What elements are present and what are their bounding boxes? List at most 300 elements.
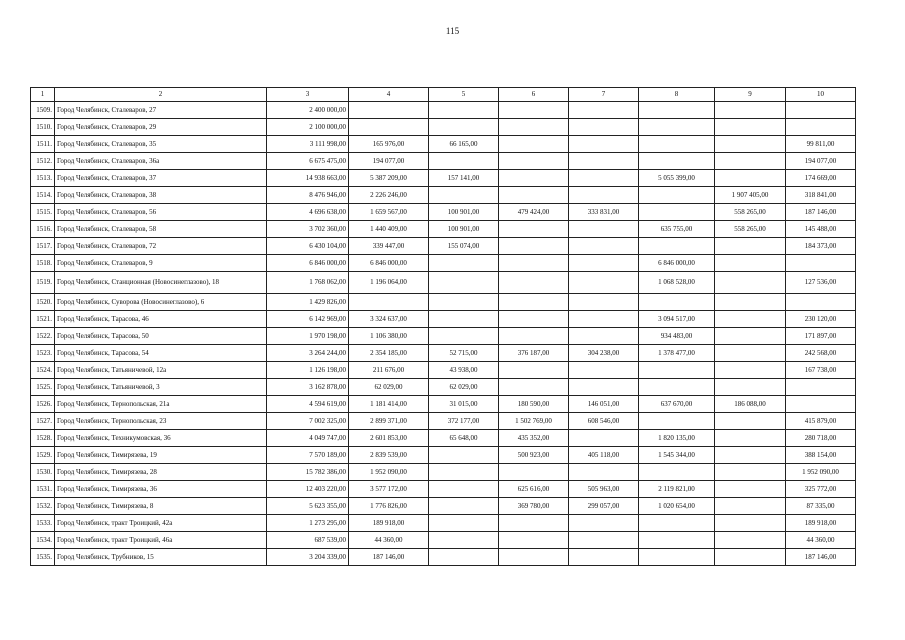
col6-cell [499,549,569,566]
table-row [31,481,856,498]
col4-cell [349,294,429,311]
total-cell: 3 111 998,00 [267,136,349,153]
col10-cell: 127 536,00 [786,272,856,294]
col10-cell: 230 120,00 [786,311,856,328]
column-header-10: 10 [786,88,856,102]
col9-cell [715,515,786,532]
col4-cell: 339 447,00 [349,238,429,255]
col7-cell: 333 831,00 [569,204,639,221]
col8-cell: 635 755,00 [639,221,715,238]
address-cell: Город Челябинск, Тернопольская, 23 [55,413,267,430]
table-row [31,153,856,170]
col6-cell [499,311,569,328]
col10-cell: 87 335,00 [786,498,856,515]
col5-cell [429,255,499,272]
address-cell: Город Челябинск, Сталеваров, 56 [55,204,267,221]
address-cell: Город Челябинск, Суворова (Новосинеглазово), 6 [55,294,267,311]
col7-cell [569,238,639,255]
col10-cell [786,255,856,272]
col7-cell [569,532,639,549]
col4-cell: 1 106 380,00 [349,328,429,345]
col5-cell [429,498,499,515]
col6-cell [499,379,569,396]
table-row [31,238,856,255]
col9-cell [715,311,786,328]
col9-cell: 558 265,00 [715,221,786,238]
row-number: 1519. [31,272,55,294]
row-number: 1512. [31,153,55,170]
col9-cell [715,170,786,187]
table-row [31,464,856,481]
col5-cell [429,102,499,119]
address-cell: Город Челябинск, Сталеваров, 9 [55,255,267,272]
col6-cell: 479 424,00 [499,204,569,221]
col6-cell [499,187,569,204]
col5-cell [429,311,499,328]
col5-cell [429,464,499,481]
col4-cell: 2 354 185,00 [349,345,429,362]
col8-cell: 1 378 477,00 [639,345,715,362]
row-number: 1516. [31,221,55,238]
total-cell: 6 846 000,00 [267,255,349,272]
table-row [31,396,856,413]
total-cell: 14 938 663,00 [267,170,349,187]
col4-cell: 165 976,00 [349,136,429,153]
col7-cell: 304 238,00 [569,345,639,362]
table-row [31,204,856,221]
col8-cell: 5 055 399,00 [639,170,715,187]
address-cell: Город Челябинск, Тарасова, 54 [55,345,267,362]
address-cell: Город Челябинск, Сталеваров, 37 [55,170,267,187]
col9-cell [715,413,786,430]
total-cell: 3 264 244,00 [267,345,349,362]
col6-cell [499,464,569,481]
col7-cell [569,119,639,136]
column-header-4: 4 [349,88,429,102]
row-number: 1522. [31,328,55,345]
address-cell: Город Челябинск, Станционная (Новосинеглазово), 18 [55,272,267,294]
col6-cell: 500 923,00 [499,447,569,464]
address-cell: Город Челябинск, Тимирязева, 28 [55,464,267,481]
col9-cell [715,362,786,379]
col5-cell: 31 015,00 [429,396,499,413]
address-cell: Город Челябинск, Сталеваров, 72 [55,238,267,255]
address-cell: Город Челябинск, Трубников, 15 [55,549,267,566]
col4-cell: 1 776 826,00 [349,498,429,515]
total-cell: 2 100 000,00 [267,119,349,136]
row-number: 1532. [31,498,55,515]
row-number: 1533. [31,515,55,532]
row-number: 1526. [31,396,55,413]
total-cell: 687 539,00 [267,532,349,549]
col4-cell: 3 324 637,00 [349,311,429,328]
col7-cell [569,430,639,447]
table-header-row [31,88,856,102]
col8-cell [639,379,715,396]
col8-cell [639,187,715,204]
total-cell: 1 768 062,00 [267,272,349,294]
table-body [31,88,856,566]
col8-cell: 1 820 135,00 [639,430,715,447]
table-row [31,532,856,549]
col7-cell [569,294,639,311]
col6-cell [499,102,569,119]
col7-cell: 608 546,00 [569,413,639,430]
col4-cell: 2 226 246,00 [349,187,429,204]
col7-cell [569,515,639,532]
table-row [31,311,856,328]
total-cell: 3 702 360,00 [267,221,349,238]
column-header-2: 2 [55,88,267,102]
col6-cell: 1 502 769,00 [499,413,569,430]
address-cell: Город Челябинск, тракт Троицкий, 42а [55,515,267,532]
col5-cell: 65 648,00 [429,430,499,447]
col5-cell: 372 177,00 [429,413,499,430]
col5-cell [429,447,499,464]
col6-cell [499,238,569,255]
address-cell: Город Челябинск, Тимирязева, 8 [55,498,267,515]
table-row [31,294,856,311]
total-cell: 5 623 355,00 [267,498,349,515]
col7-cell: 146 051,00 [569,396,639,413]
row-number: 1531. [31,481,55,498]
col10-cell: 174 669,00 [786,170,856,187]
col10-cell: 187 146,00 [786,549,856,566]
col8-cell [639,204,715,221]
col8-cell [639,413,715,430]
col5-cell [429,481,499,498]
col4-cell: 1 952 090,00 [349,464,429,481]
col8-cell [639,515,715,532]
col6-cell [499,532,569,549]
col10-cell [786,396,856,413]
col4-cell: 1 196 064,00 [349,272,429,294]
col8-cell: 1 545 344,00 [639,447,715,464]
col9-cell [715,464,786,481]
col5-cell: 66 165,00 [429,136,499,153]
table-row [31,119,856,136]
total-cell: 4 696 638,00 [267,204,349,221]
col6-cell: 435 352,00 [499,430,569,447]
col8-cell [639,153,715,170]
col4-cell [349,119,429,136]
row-number: 1527. [31,413,55,430]
total-cell: 4 049 747,00 [267,430,349,447]
col7-cell [569,549,639,566]
total-cell: 1 429 826,00 [267,294,349,311]
column-header-6: 6 [499,88,569,102]
total-cell: 1 126 198,00 [267,362,349,379]
total-cell: 7 002 325,00 [267,413,349,430]
total-cell: 6 430 104,00 [267,238,349,255]
col7-cell [569,153,639,170]
total-cell: 2 400 000,00 [267,102,349,119]
col7-cell [569,221,639,238]
col10-cell: 415 879,00 [786,413,856,430]
col5-cell: 157 141,00 [429,170,499,187]
col6-cell: 376 187,00 [499,345,569,362]
col4-cell: 6 846 000,00 [349,255,429,272]
table-row [31,328,856,345]
column-header-7: 7 [569,88,639,102]
table-row [31,221,856,238]
row-number: 1510. [31,119,55,136]
row-number: 1529. [31,447,55,464]
col5-cell [429,153,499,170]
table-row [31,447,856,464]
col4-cell: 44 360,00 [349,532,429,549]
table-row [31,102,856,119]
address-cell: Город Челябинск, Татьяничевой, 3 [55,379,267,396]
col9-cell [715,379,786,396]
col9-cell: 186 088,00 [715,396,786,413]
address-cell: Город Челябинск, Сталеваров, 36а [55,153,267,170]
col10-cell: 187 146,00 [786,204,856,221]
row-number: 1525. [31,379,55,396]
col9-cell [715,294,786,311]
col5-cell: 62 029,00 [429,379,499,396]
col9-cell [715,328,786,345]
col5-cell [429,328,499,345]
col4-cell: 211 676,00 [349,362,429,379]
col8-cell [639,136,715,153]
col6-cell [499,272,569,294]
col7-cell [569,362,639,379]
col8-cell: 637 670,00 [639,396,715,413]
col7-cell [569,170,639,187]
col10-cell: 280 718,00 [786,430,856,447]
table-row [31,498,856,515]
col6-cell [499,153,569,170]
row-number: 1528. [31,430,55,447]
col10-cell: 1 952 090,00 [786,464,856,481]
col4-cell: 1 440 409,00 [349,221,429,238]
column-header-3: 3 [267,88,349,102]
col5-cell [429,532,499,549]
col8-cell: 1 068 528,00 [639,272,715,294]
col4-cell: 62 029,00 [349,379,429,396]
address-cell: Город Челябинск, Тимирязева, 36 [55,481,267,498]
col6-cell: 369 780,00 [499,498,569,515]
col6-cell [499,119,569,136]
row-number: 1511. [31,136,55,153]
address-cell: Город Челябинск, Сталеваров, 29 [55,119,267,136]
col5-cell: 100 901,00 [429,204,499,221]
col10-cell: 242 568,00 [786,345,856,362]
col10-cell: 99 811,00 [786,136,856,153]
col5-cell: 155 074,00 [429,238,499,255]
column-header-9: 9 [715,88,786,102]
col8-cell [639,464,715,481]
col6-cell [499,362,569,379]
total-cell: 1 970 198,00 [267,328,349,345]
address-cell: Город Челябинск, Сталеваров, 58 [55,221,267,238]
row-number: 1535. [31,549,55,566]
col8-cell: 934 483,00 [639,328,715,345]
col9-cell [715,272,786,294]
row-number: 1513. [31,170,55,187]
total-cell: 3 204 339,00 [267,549,349,566]
col6-cell: 625 616,00 [499,481,569,498]
col9-cell [715,345,786,362]
col10-cell [786,294,856,311]
table-row [31,170,856,187]
col4-cell [349,102,429,119]
col9-cell [715,549,786,566]
col6-cell [499,221,569,238]
col7-cell [569,379,639,396]
col9-cell [715,498,786,515]
col10-cell: 318 841,00 [786,187,856,204]
column-header-5: 5 [429,88,499,102]
col5-cell: 43 938,00 [429,362,499,379]
col7-cell [569,328,639,345]
address-cell: Город Челябинск, Техникумовская, 36 [55,430,267,447]
column-header-8: 8 [639,88,715,102]
address-cell: Город Челябинск, Сталеваров, 38 [55,187,267,204]
col6-cell [499,136,569,153]
table-row [31,255,856,272]
col8-cell [639,119,715,136]
col10-cell: 171 897,00 [786,328,856,345]
address-cell: Город Челябинск, Сталеваров, 35 [55,136,267,153]
col8-cell [639,362,715,379]
row-number: 1530. [31,464,55,481]
col5-cell [429,294,499,311]
col10-cell: 44 360,00 [786,532,856,549]
row-number: 1534. [31,532,55,549]
col10-cell: 184 373,00 [786,238,856,255]
col8-cell [639,549,715,566]
col6-cell [499,515,569,532]
table-row [31,272,856,294]
col6-cell [499,328,569,345]
table-row [31,136,856,153]
col8-cell: 1 020 654,00 [639,498,715,515]
col4-cell: 1 659 567,00 [349,204,429,221]
col8-cell [639,532,715,549]
row-number: 1521. [31,311,55,328]
col9-cell [715,153,786,170]
col10-cell: 194 077,00 [786,153,856,170]
col9-cell [715,136,786,153]
col5-cell: 100 901,00 [429,221,499,238]
address-cell: Город Челябинск, Татьяничевой, 12а [55,362,267,379]
total-cell: 1 273 295,00 [267,515,349,532]
col8-cell [639,238,715,255]
row-number: 1509. [31,102,55,119]
row-number: 1518. [31,255,55,272]
col8-cell [639,294,715,311]
col9-cell [715,102,786,119]
row-number: 1524. [31,362,55,379]
row-number: 1515. [31,204,55,221]
table-row [31,430,856,447]
col10-cell [786,119,856,136]
col7-cell [569,255,639,272]
col7-cell: 405 118,00 [569,447,639,464]
col6-cell [499,255,569,272]
table-row [31,362,856,379]
address-cell: Город Челябинск, тракт Троицкий, 46а [55,532,267,549]
total-cell: 6 675 475,00 [267,153,349,170]
col9-cell [715,532,786,549]
col4-cell: 189 918,00 [349,515,429,532]
col7-cell [569,311,639,328]
col8-cell: 3 094 517,00 [639,311,715,328]
table-row [31,379,856,396]
row-number: 1520. [31,294,55,311]
address-cell: Город Челябинск, Тернопольская, 21а [55,396,267,413]
total-cell: 4 594 619,00 [267,396,349,413]
col9-cell [715,481,786,498]
col4-cell: 194 077,00 [349,153,429,170]
col7-cell [569,187,639,204]
col7-cell [569,464,639,481]
col6-cell: 180 590,00 [499,396,569,413]
col10-cell: 388 154,00 [786,447,856,464]
col7-cell [569,272,639,294]
col4-cell: 5 387 209,00 [349,170,429,187]
col9-cell [715,119,786,136]
row-number: 1517. [31,238,55,255]
table-row [31,515,856,532]
table-row [31,413,856,430]
col4-cell: 2 601 853,00 [349,430,429,447]
total-cell: 12 403 220,00 [267,481,349,498]
col10-cell [786,102,856,119]
col8-cell [639,102,715,119]
col4-cell: 2 839 539,00 [349,447,429,464]
col4-cell: 2 899 371,00 [349,413,429,430]
address-cell: Город Челябинск, Сталеваров, 27 [55,102,267,119]
col10-cell: 325 772,00 [786,481,856,498]
col10-cell [786,379,856,396]
col5-cell [429,549,499,566]
address-cell: Город Челябинск, Тарасова, 50 [55,328,267,345]
total-cell: 7 570 189,00 [267,447,349,464]
col5-cell [429,187,499,204]
col10-cell: 189 918,00 [786,515,856,532]
total-cell: 6 142 969,00 [267,311,349,328]
total-cell: 15 782 386,00 [267,464,349,481]
table-row [31,549,856,566]
col5-cell [429,272,499,294]
address-cell: Город Челябинск, Тарасова, 46 [55,311,267,328]
col5-cell: 52 715,00 [429,345,499,362]
col7-cell: 299 057,00 [569,498,639,515]
col9-cell [715,238,786,255]
page-number: 115 [445,26,460,36]
table-row [31,345,856,362]
funding-table [30,87,856,566]
col5-cell [429,515,499,532]
col9-cell [715,430,786,447]
col7-cell: 505 963,00 [569,481,639,498]
col9-cell: 558 265,00 [715,204,786,221]
col4-cell: 3 577 172,00 [349,481,429,498]
col7-cell [569,136,639,153]
col7-cell [569,102,639,119]
total-cell: 8 476 946,00 [267,187,349,204]
col8-cell: 2 119 821,00 [639,481,715,498]
col6-cell [499,294,569,311]
col6-cell [499,170,569,187]
col4-cell: 187 146,00 [349,549,429,566]
table-row [31,187,856,204]
col10-cell: 167 738,00 [786,362,856,379]
col4-cell: 1 181 414,00 [349,396,429,413]
